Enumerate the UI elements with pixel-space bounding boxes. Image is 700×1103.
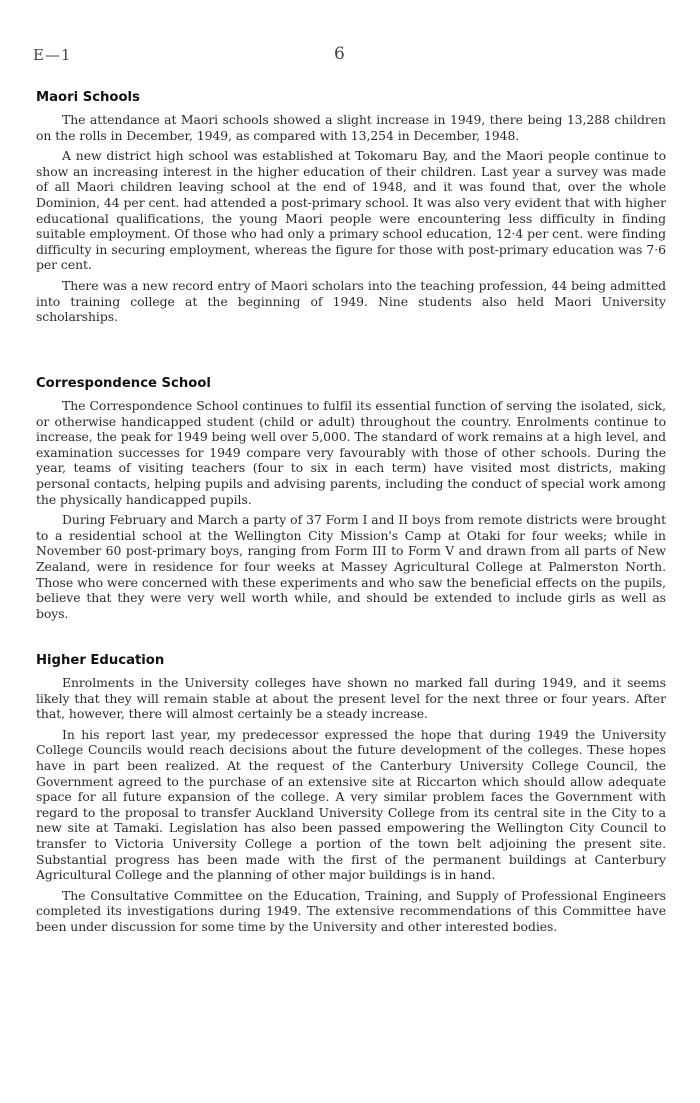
section-heading: Correspondence School	[36, 376, 211, 391]
section-heading: Higher Education	[36, 653, 165, 668]
paragraph: The Correspondence School continues to fulfil its essential function of serving the isolated, sick, or otherwise handicapped student (child or adult) throughout the country. Enrolments continue to increase, the peak for 1949 being well over 5,000. The standard of work remains at a high level, and examination successes for 1949 compare very favourably with those of other schools. During the year, teams of visiting teachers (four to six in each term) have visited most districts, making personal contacts, helping pupils and advising parents, including the conduct of special work among the physically handicapped pupils.	[36, 398, 666, 507]
paragraph: In his report last year, my predecessor expressed the hope that during 1949 the University College Councils would reach decisions about the future development of the colleges. These hopes have in part been realized. At the request of the Canterbury University College Council, the Government agreed to the purchase of an extensive site at Riccarton which should allow adequate space for all future expansion of the college. A very similar problem faces the Government with regard to the proposal to transfer Auckland University College from its central site in the City to a new site at Tamaki. Legislation has also been passed empowering the Wellington City Council to transfer to Victoria University College a portion of the town belt adjoining the present site. Substantial progress has been made with the first of the permanent buildings at Canterbury Agricultural College and the planning of other major buildings is in hand.	[36, 726, 666, 883]
page-number: 6	[334, 44, 345, 64]
paragraph: There was a new record entry of Maori scholars into the teaching profession, 44 being admitted into training college at the beginning of 1949. Nine students also held Maori University scholarships.	[36, 277, 666, 325]
section-maori-schools	[36, 90, 666, 325]
paragraph: The Consultative Committee on the Education, Training, and Supply of Professional Engineers completed its investigations during 1949. The extensive recommendations of this Committee have been under discussion for some time by the University and other interested bodies.	[36, 887, 666, 934]
paragraph: Enrolments in the University colleges have shown no marked fall during 1949, and it seems likely that they will remain stable at about the present level for the next three or four years. After that, however, there will almost certainly be a steady increase.	[36, 675, 666, 722]
section-heading: Maori Schools	[36, 90, 140, 105]
paragraph: The attendance at Maori schools showed a slight increase in 1949, there being 13,288 children on the rolls in December, 1949, as compared with 13,254 in December, 1948.	[36, 112, 666, 143]
section-correspondence-school	[36, 376, 666, 621]
paragraph: A new district high school was established at Tokomaru Bay, and the Maori people continue to show an increasing interest in the higher education of their children. Last year a survey was made of all Maori children leaving school at the end of 1948, and it was found that, over the whole Dominion, 44 per cent. had attended a post-primary school. It was also very evident that with higher educational qualifications, the young Maori people were encountering less difficulty in finding suitable employment. Of those who had only a primary school education, 12·4 per cent. were finding difficulty in securing employment, whereas the figure for those with post-primary education was 7·6 per cent.	[36, 148, 666, 273]
paragraph: During February and March a party of 37 Form I and II boys from remote districts were brought to a residential school at the Wellington City Mission's Camp at Otaki for four weeks; while in November 60 post-primary boys, ranging from Form III to Form V and drawn from all parts of New Zealand, were in residence for four weeks at Massey Agricultural College at Palmerston North. Those who were concerned with these experiments and who saw the beneficial effects on the pupils, believe that they were very well worth while, and should be extended to include girls as well as boys.	[36, 512, 666, 621]
report-reference: E—1	[33, 46, 72, 64]
section-higher-education	[36, 653, 666, 935]
